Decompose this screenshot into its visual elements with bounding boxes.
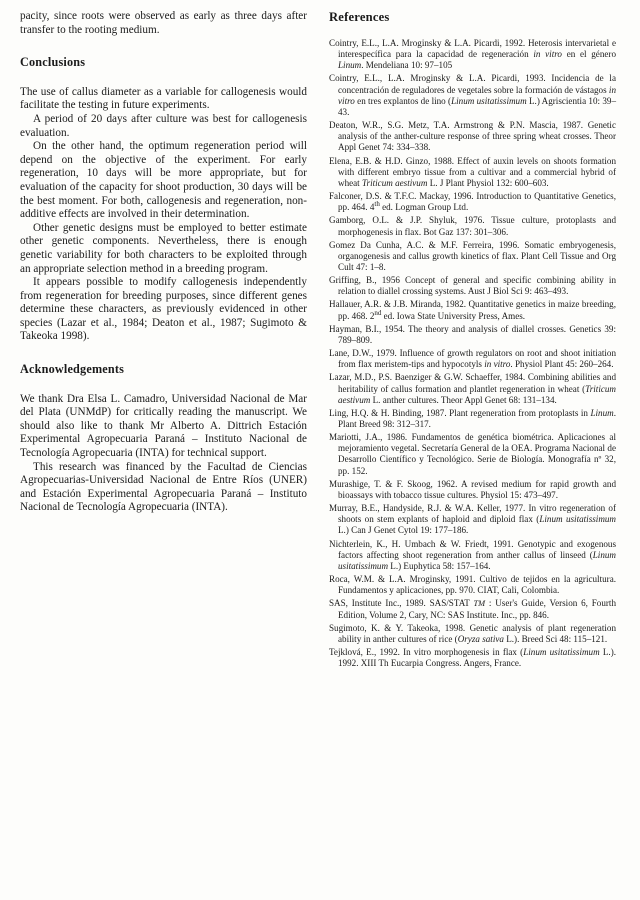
spacer: [20, 37, 307, 56]
paragraph: We thank Dra Elsa L. Camadro, Universidad Nacional de Mar del Plata (UNMdP) for critically reading the manuscript. We should also like to thank Mr Alberto A. Dittrich Estación Experimental Agropecuaria Paraná – Instituto Nacional de Tecnología Agropecuaria (INTA) for technical support.: [20, 392, 307, 460]
reference-entry: Sugimoto, K. & Y. Takeoka, 1998. Genetic analysis of plant regeneration ability in anther cultures of rice (Oryza sativa L.). Breed Sci 48: 115–121.: [329, 622, 616, 644]
reference-entry: SAS, Institute Inc., 1989. SAS/STAT TM : User's Guide, Version 6, Fourth Edition, Volume 2, Cary, NC: SAS Institute. Inc., pp. 846.: [329, 598, 616, 620]
left-column-body: [20, 10, 307, 515]
reference-entry: Nichterlein, K., H. Umbach & W. Friedt, 1991. Genotypic and exogenous factors affecting shoot regeneration from anther callus of linseed (Linum usitatissimum L.) Euphytica 58: 157–164.: [329, 538, 616, 571]
spacer: [20, 344, 307, 363]
spacer: [20, 377, 307, 393]
reference-entry: Hallauer, A.R. & J.B. Miranda, 1982. Quantitative genetics in maize breeding, pp. 468. 2nd ed. Iowa State University Press, Ames.: [329, 299, 616, 321]
section-heading-acknowledgements: Acknowledgements: [20, 362, 125, 377]
reference-entry: Murashige, T. & F. Skoog, 1962. A revised medium for rapid growth and bioassays with tobacco tissue cultures. Physiol 15: 473–497.: [329, 478, 616, 500]
section-heading-conclusions: Conclusions: [20, 55, 86, 70]
reference-entry: Elena, E.B. & H.D. Ginzo, 1988. Effect of auxin levels on shoots formation with different embryo tissue from a cultivar and a commercial hybrid of wheat Triticum aestivum L. J Plant Physiol 132: 600–603.: [329, 155, 616, 188]
reference-list: [329, 38, 616, 669]
paragraph: It appears possible to modify callogenesis independently from regeneration for breeding purposes, since different genes determine these characters, as previously evidenced in other species (Lazar et al., 1984; Deaton et al., 1987; Sugimoto & Takeoka 1998).: [20, 276, 307, 343]
paragraph: Other genetic designs must be employed to better estimate other genetic components. Nevertheless, there is enough genetic variability for both characters to be exploited through an appropriate selection method in a breeding program.: [20, 221, 307, 275]
paragraph: On the other hand, the optimum regeneration period will depend on the objective of the experiment. For early regeneration, 10 days will be more appropriate, but for evaluation of the capacity for shoot production, 30 days will be the best moment. For both, callogenesis and regeneration, non-additive effects are involved in their determination.: [20, 140, 307, 221]
continued-paragraph: pacity, since roots were observed as early as three days after transfer to the rooting medium.: [20, 10, 307, 36]
reference-entry: Murray, B.E., Handyside, R.J. & W.A. Keller, 1977. In vitro regeneration of shoots on stem explants of haploid and diploid flax (Linum usitatissimum L.) Can J Genet Cytol 19: 177–186.: [329, 503, 616, 536]
paragraph: The use of callus diameter as a variable for callogenesis would facilitate the testing in future experiments.: [20, 85, 307, 112]
left-column: [20, 10, 307, 892]
reference-entry: Gomez Da Cunha, A.C. & M.F. Ferreira, 1996. Somatic embryogenesis, organogenesis and callus growth kinetics of flax. Plant Cell Tissue and Org Cult 47: 1–8.: [329, 239, 616, 272]
reference-entry: Ling, H.Q. & H. Binding, 1987. Plant regeneration from protoplasts in Linum. Plant Breed 98: 312–317.: [329, 407, 616, 429]
reference-entry: Griffing, B., 1956 Concept of general and specific combining ability in relation to diallel crossing systems. Aust J Biol Sci 9: 463–493.: [329, 275, 616, 297]
reference-entry: Cointry, E.L., L.A. Mroginsky & L.A. Picardi, 1993. Incidencia de la concentración de reguladores de vegetales sobre la formación de vástagos in vitro en tres explantos de lino (Linum usitatissimum L.) Agriscientia 10: 39–43.: [329, 73, 617, 117]
reference-entry: Deaton, W.R., S.G. Metz, T.A. Armstrong & P.N. Mascia, 1987. Genetic analysis of the anther-culture response of three spring wheat crosses. Theor Appl Genet 74: 334–338.: [329, 120, 616, 153]
reference-entry: Roca, W.M. & L.A. Mroginsky, 1991. Cultivo de tejidos en la agricultura. Fundamentos y aplicaciones, pp. 970. CIAT, Cali, Colombia.: [329, 574, 616, 596]
paragraph: A period of 20 days after culture was best for callogenesis evaluation.: [20, 112, 307, 139]
spacer: [20, 70, 307, 86]
reference-entry: Gamborg, O.L. & J.P. Shyluk, 1976. Tissue culture, protoplasts and morphogenesis in flax. Bot Gaz 137: 301–306.: [329, 215, 616, 237]
reference-entry: Falconer, D.S. & T.F.C. Mackay, 1996. Introduction to Quantitative Genetics, pp. 464. 4th ed. Logman Group Ltd.: [329, 191, 616, 213]
reference-entry: Mariotti, J.A., 1986. Fundamentos de genética biométrica. Aplicaciones al mejoramiento vegetal. Secretaría General de la OEA. Programa Nacional de Desarrollo Científico y Tecnológico. Serie de Biología. Monografía nº 32, pp. 152.: [329, 432, 616, 476]
paragraph: This research was financed by the Facultad de Ciencias Agropecuarias-Universidad Nacional de Entre Ríos (UNER) and Estación Experimental Agropecuaria Paraná – Instituto Nacional de Tecnología Agropecuaria (INTA).: [20, 460, 307, 514]
reference-entry: Lane, D.W., 1979. Influence of growth regulators on root and shoot initiation from flax meristem-tips and hypocotyls in vitro. Physiol Plant 45: 260–264.: [329, 348, 616, 370]
right-column: [329, 10, 616, 892]
reference-entry: Cointry, E.L., L.A. Mroginsky & L.A. Picardi, 1992. Heterosis intervarietal e interespecífica para la capacidad de regeneración in vitro en el género Linum. Mendeliana 10: 97–105: [329, 38, 616, 71]
reference-entry: Hayman, B.I., 1954. The theory and analysis of diallel crosses. Genetics 39: 789–809.: [329, 323, 616, 345]
reference-entry: Tejklová, E., 1992. In vitro morphogenesis in flax (Linum usitatissimum L.). 1992. XIII Th Eucarpia Congress. Angers, France.: [329, 646, 617, 669]
references-heading: References: [329, 10, 390, 24]
two-column-layout: [20, 10, 626, 892]
reference-entry: Lazar, M.D., P.S. Baenziger & G.W. Schaeffer, 1984. Combining abilities and heritability of callus formation and plantlet regeneration in wheat (Triticum aestivum L. anther cultures. Theor Appl Genet 68: 131–134.: [329, 372, 616, 405]
